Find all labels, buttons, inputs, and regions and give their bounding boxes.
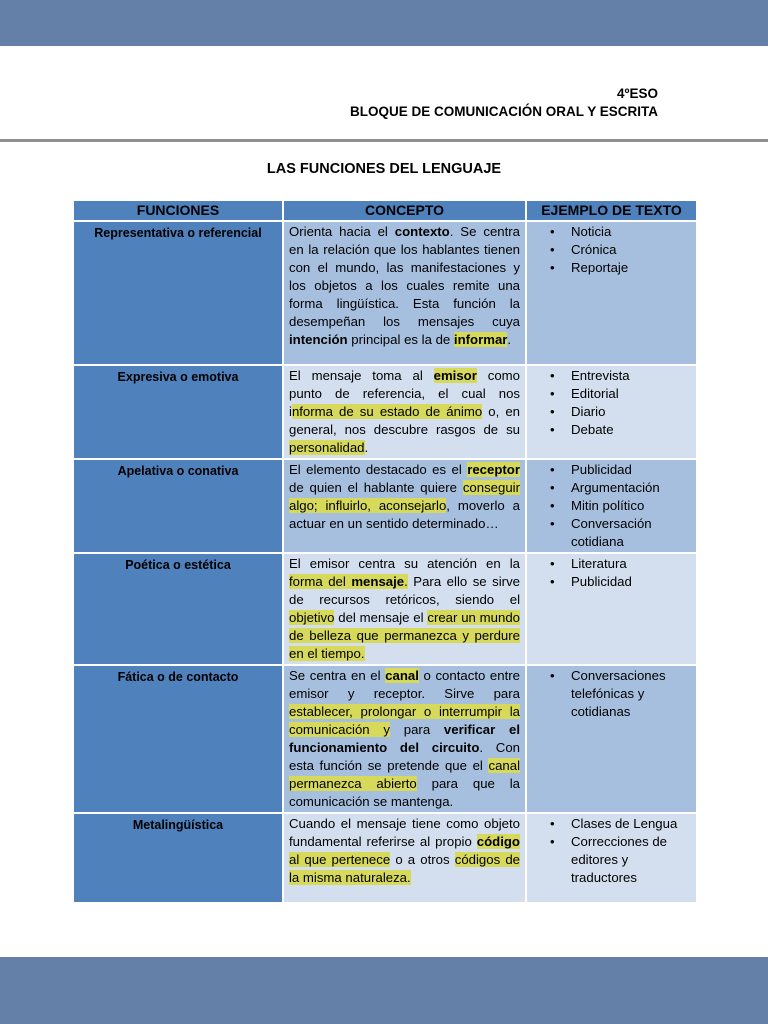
bold-text: intención <box>289 332 348 347</box>
function-examples <box>526 553 697 665</box>
text-segment: principal es la de <box>347 332 454 347</box>
function-concept <box>283 221 526 365</box>
highlighted-text: nforma de su estado de ánimo <box>291 404 483 419</box>
text-segment: El emisor centra su atención en la <box>289 556 520 571</box>
function-examples <box>526 813 697 903</box>
text-segment: . Con esta función se pretende que el <box>289 740 520 773</box>
function-examples <box>526 665 697 813</box>
function-concept <box>283 553 526 665</box>
list-item: • Argumentación <box>571 479 692 497</box>
highlighted-text: mensaje <box>351 574 405 589</box>
highlighted-text: códigos de la misma naturaleza. <box>289 852 520 885</box>
examples-list <box>527 461 692 551</box>
text-segment: o, en general, nos descubre rasgos de su <box>289 404 520 437</box>
text-segment: de quien el hablante quiere <box>289 480 463 495</box>
text-segment: del mensaje el <box>334 610 428 625</box>
page-title: LAS FUNCIONES DEL LENGUAJE <box>266 161 502 177</box>
highlighted-text: objetivo <box>289 610 335 625</box>
function-concept <box>283 365 526 459</box>
column-header-concept: CONCEPTO <box>283 200 526 221</box>
table-row <box>73 665 697 813</box>
text-segment: El elemento destacado es el <box>289 462 468 477</box>
bold-text: contexto <box>394 224 450 239</box>
examples-list <box>527 223 692 277</box>
text-segment: como punto de referencia, el cual nos i <box>289 368 520 419</box>
examples-list <box>527 367 692 439</box>
function-concept <box>283 665 526 813</box>
highlighted-text: código <box>476 834 520 849</box>
highlighted-text: al que pertenece <box>289 852 391 867</box>
list-item: • Publicidad <box>571 573 692 591</box>
function-concept <box>283 459 526 553</box>
header-divider <box>0 139 768 142</box>
examples-list <box>527 667 692 721</box>
text-segment: , moverlo a actuar en un sentido determinado… <box>289 498 521 531</box>
document-header <box>350 85 658 121</box>
highlighted-text: crear un mundo de belleza que permanezca y perdure en el tiempo. <box>289 610 520 661</box>
list-item: • Conversaciones telefónicas y cotidianas <box>571 667 692 721</box>
function-name: Expresiva o emotiva <box>73 365 283 459</box>
table-header-row <box>73 200 697 221</box>
function-name: Representativa o referencial <box>73 221 283 365</box>
function-examples <box>526 221 697 365</box>
list-item: • Correcciones de editores y traductores <box>571 833 692 887</box>
list-item: • Reportaje <box>571 259 692 277</box>
text-segment: o contacto entre emisor y receptor. Sirve para <box>289 668 520 701</box>
text-segment: Para ello se sirve de recursos retóricos, siendo el <box>289 574 520 607</box>
highlighted-text: conseguir algo; influirlo, aconsejarlo <box>289 480 520 513</box>
course-label: 4ºESO <box>617 86 658 101</box>
highlighted-text: establecer, prolongar o interrumpir la comunicación y <box>289 704 520 737</box>
list-item: • Mitin político <box>571 497 692 515</box>
highlighted-text: informar <box>453 332 508 347</box>
table-row <box>73 365 697 459</box>
text-segment: Orienta hacia el <box>289 224 395 239</box>
block-label: BLOQUE DE COMUNICACIÓN ORAL Y ESCRITA <box>349 104 658 119</box>
table-row <box>73 553 697 665</box>
list-item: • Clases de Lengua <box>571 815 692 833</box>
text-segment: para <box>390 722 444 737</box>
examples-list <box>527 815 692 887</box>
text-segment: para que la comunicación se mantenga. <box>289 776 521 809</box>
highlighted-text: forma del <box>289 574 352 589</box>
function-examples <box>526 459 697 553</box>
table-row <box>73 813 697 903</box>
highlighted-text: emisor <box>433 368 477 383</box>
list-item: • Editorial <box>571 385 692 403</box>
table-row <box>73 221 697 365</box>
functions-table <box>72 199 698 904</box>
function-name: Fática o de contacto <box>73 665 283 813</box>
bottom-banner <box>0 957 768 1024</box>
function-name: Poética o estética <box>73 553 283 665</box>
highlighted-text: canal <box>385 668 419 683</box>
highlighted-text: personalidad <box>289 440 365 455</box>
text-segment: . Se centra en la relación que los hablantes tienen con el mundo, las manifestaciones y los objetos a los cuales remite una forma lingüística. Esta función la desempeñan los mensajes cuya <box>289 224 521 329</box>
list-item: • Literatura <box>571 555 692 573</box>
list-item: • Noticia <box>571 223 692 241</box>
column-header-functions: FUNCIONES <box>73 200 283 221</box>
function-examples <box>526 365 697 459</box>
text-segment: o a otros <box>390 852 455 867</box>
text-segment: Cuando el mensaje tiene como objeto fundamental referirse al propio <box>289 816 520 849</box>
examples-list <box>527 555 692 591</box>
text-segment: . <box>364 440 369 455</box>
text-segment: Se centra en el <box>289 668 386 683</box>
list-item: • Publicidad <box>571 461 692 479</box>
top-banner <box>0 0 768 46</box>
list-item: • Conversación cotidiana <box>571 515 692 551</box>
highlighted-text: canal permanezca abierto <box>289 758 520 791</box>
bold-text: verificar el funcionamiento del circuito <box>289 722 521 755</box>
highlighted-text: . <box>404 574 408 589</box>
text-segment: . <box>507 332 512 347</box>
function-name: Metalingüística <box>73 813 283 903</box>
table-row <box>73 459 697 553</box>
list-item: • Entrevista <box>571 367 692 385</box>
list-item: • Debate <box>571 421 692 439</box>
highlighted-text: receptor <box>467 462 520 477</box>
function-name: Apelativa o conativa <box>73 459 283 553</box>
list-item: • Crónica <box>571 241 692 259</box>
list-item: • Diario <box>571 403 692 421</box>
text-segment: El mensaje toma al <box>289 368 434 383</box>
function-concept <box>283 813 526 903</box>
column-header-examples: EJEMPLO DE TEXTO <box>526 200 697 221</box>
